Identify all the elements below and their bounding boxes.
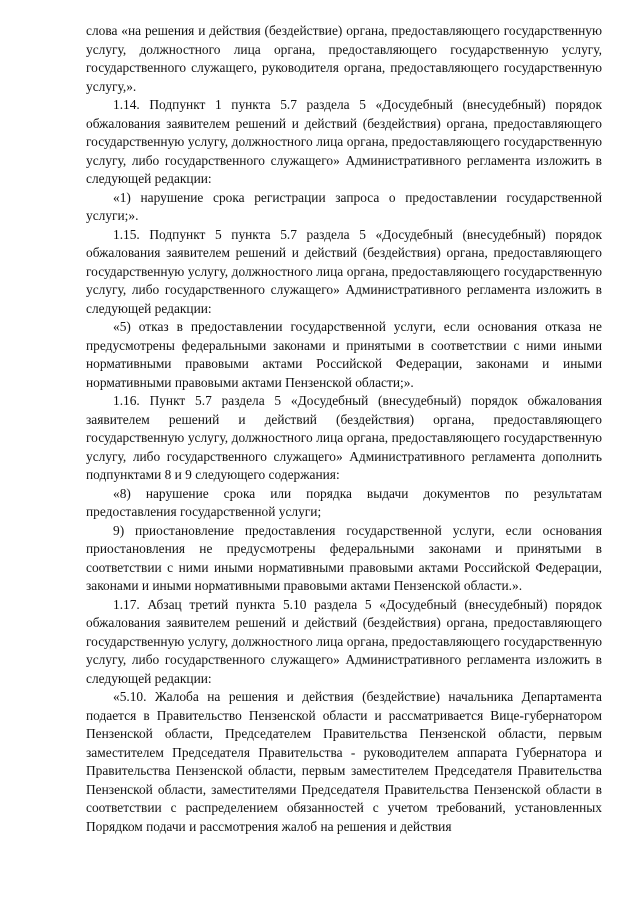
document-body [86, 22, 602, 836]
paragraph-1-15: 1.15. Подпункт 5 пункта 5.7 раздела 5 «Досудебный (внесудебный) порядок обжалования заявителем решений и действий (бездействия) органа, предоставляющего государственную услугу, должностного лица органа, предоставляющего государственную услугу, либо государственного служащего» Административного регламента изложить в следующей редакции: [86, 226, 602, 316]
paragraph-1-17-text: «5.10. Жалоба на решения и действия (бездействие) начальника Департамента подается в Правительство Пензенской области и рассматривается Вице-губернатором Пензенской области, Председателем Правительства Пензенской области, первым заместителем Председателя Правительства - руководителем аппарата Губернатора и Правительства Пензенской области, первым заместителем Председателя Правительства Пензенской области, заместителями Председателя Правительства Пензенской области в соответствии с распределением обязанностей с учетом требований, установленных Порядком подачи и рассмотрения жалоб на решения и действия [86, 689, 602, 834]
paragraph-1-16-item-8: «8) нарушение срока или порядка выдачи документов по результатам предоставления государственной услуги; [86, 485, 602, 519]
paragraph-1-14: 1.14. Подпункт 1 пункта 5.7 раздела 5 «Досудебный (внесудебный) порядок обжалования заявителем решений и действий (бездействия) органа, предоставляющего государственную услугу, должностного лица органа, предоставляющего государственную услугу, либо государственного служащего» Административного регламента изложить в следующей редакции: [86, 97, 602, 186]
paragraph-1-16: 1.16. Пункт 5.7 раздела 5 «Досудебный (внесудебный) порядок обжалования заявителем решений и действий (бездействия) органа, предоставляющего государственную услугу, должностного лица органа, предоставляющего государственную услугу, либо государственного служащего» Административного регламента дополнить подпунктами 8 и 9 следующего содержания: [86, 393, 602, 482]
paragraph-1-14-text: «1) нарушение срока регистрации запроса о предоставлении государственной услуги;». [86, 189, 602, 223]
paragraph-1-17: 1.17. Абзац третий пункта 5.10 раздела 5 «Досудебный (внесудебный) порядок обжалования заявителем решений и действий (бездействия) органа, предоставляющего государственную услугу, должностного лица органа, предоставляющего государственную услугу, либо государственного служащего» Административного регламента изложить в следующей редакции: [86, 596, 602, 686]
paragraph-continuation: слова «на решения и действия (бездействие) органа, предоставляющего государственную услугу, должностного лица органа, предоставляющего государственную услугу, государственного служащего, руководителя органа, предоставляющего государственную услугу,». [86, 23, 602, 94]
paragraph-1-15-text: «5) отказ в предоставлении государственной услуги, если основания отказа не предусмотрены федеральными законами и принятыми в соответствии с ними иными нормативными правовыми актами Российской Федерации, законами и иными нормативными правовыми актами Пензенской области;». [86, 319, 602, 390]
paragraph-1-16-item-9: 9) приостановление предоставления государственной услуги, если основания приостановления не предусмотрены федеральными законами и принятыми в соответствии с ними иными нормативными правовыми актами Российской Федерации, законами и иными нормативными правовыми актами Пензенской области.». [86, 522, 602, 593]
